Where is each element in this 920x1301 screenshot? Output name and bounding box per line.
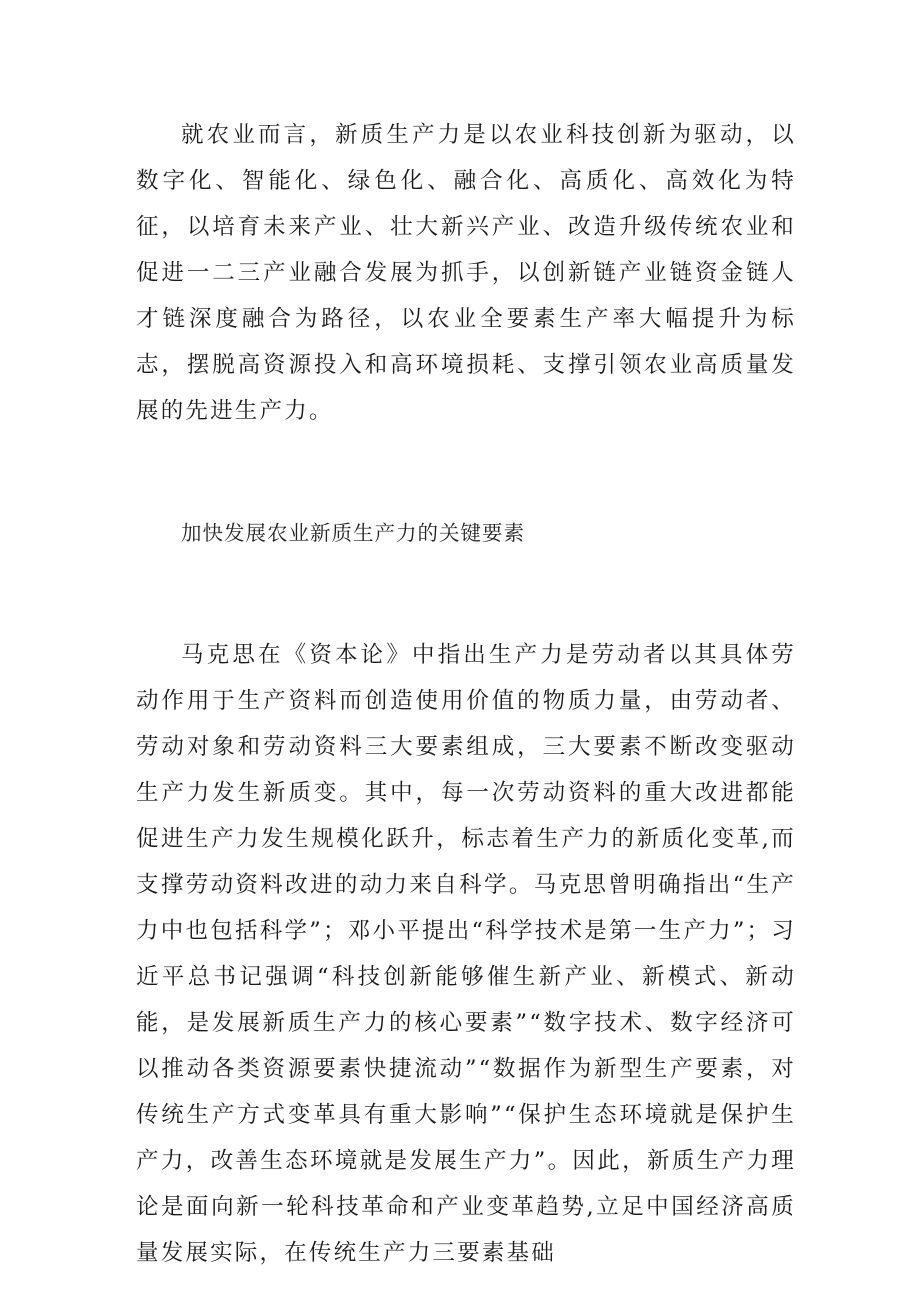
- document-page: [136, 112, 796, 1276]
- paragraph-key-elements: 马克思在《资本论》中指出生产力是劳动者以其具体劳动作用于生产资料而创造使用价值的物质力量，由劳动者、劳动对象和劳动资料三大要素组成，三大要素不断改变驱动生产力发生新质变。其中，每一次劳动资料的重大改进都能促进生产力发生规模化跃升，标志着生产力的新质化变革,而支撑劳动资料改进的动力来自科学。马克思曾明确指出“生产力中也包括科学”；邓小平提出“科学技术是第一生产力”；习近平总书记强调“科技创新能够催生新产业、新模式、新动能，是发展新质生产力的核心要素”“数字技术、数字经济可以推动各类资源要素快捷流动”“数据作为新型生产要素，对传统生产方式变革具有重大影响”“保护生态环境就是保护生产力，改善生态环境就是发展生产力”。因此，新质生产力理论是面向新一轮科技革命和产业变革趋势,立足中国经济高质量发展实际，在传统生产力三要素基础: [136, 642, 796, 1266]
- section-heading: 加快发展农业新质生产力的关键要素: [181, 521, 525, 545]
- paragraph-agriculture-definition: 就农业而言，新质生产力是以农业科技创新为驱动，以数字化、智能化、绿色化、融合化、高质化、高效化为特征，以培育未来产业、壮大新兴产业、改造升级传统农业和促进一二三产业融合发展为抓手，以创新链产业链资金链人才链深度融合为路径，以农业全要素生产率大幅提升为标志，摆脱高资源投入和高环境损耗、支撑引领农业高质量发展的先进生产力。: [136, 122, 796, 424]
